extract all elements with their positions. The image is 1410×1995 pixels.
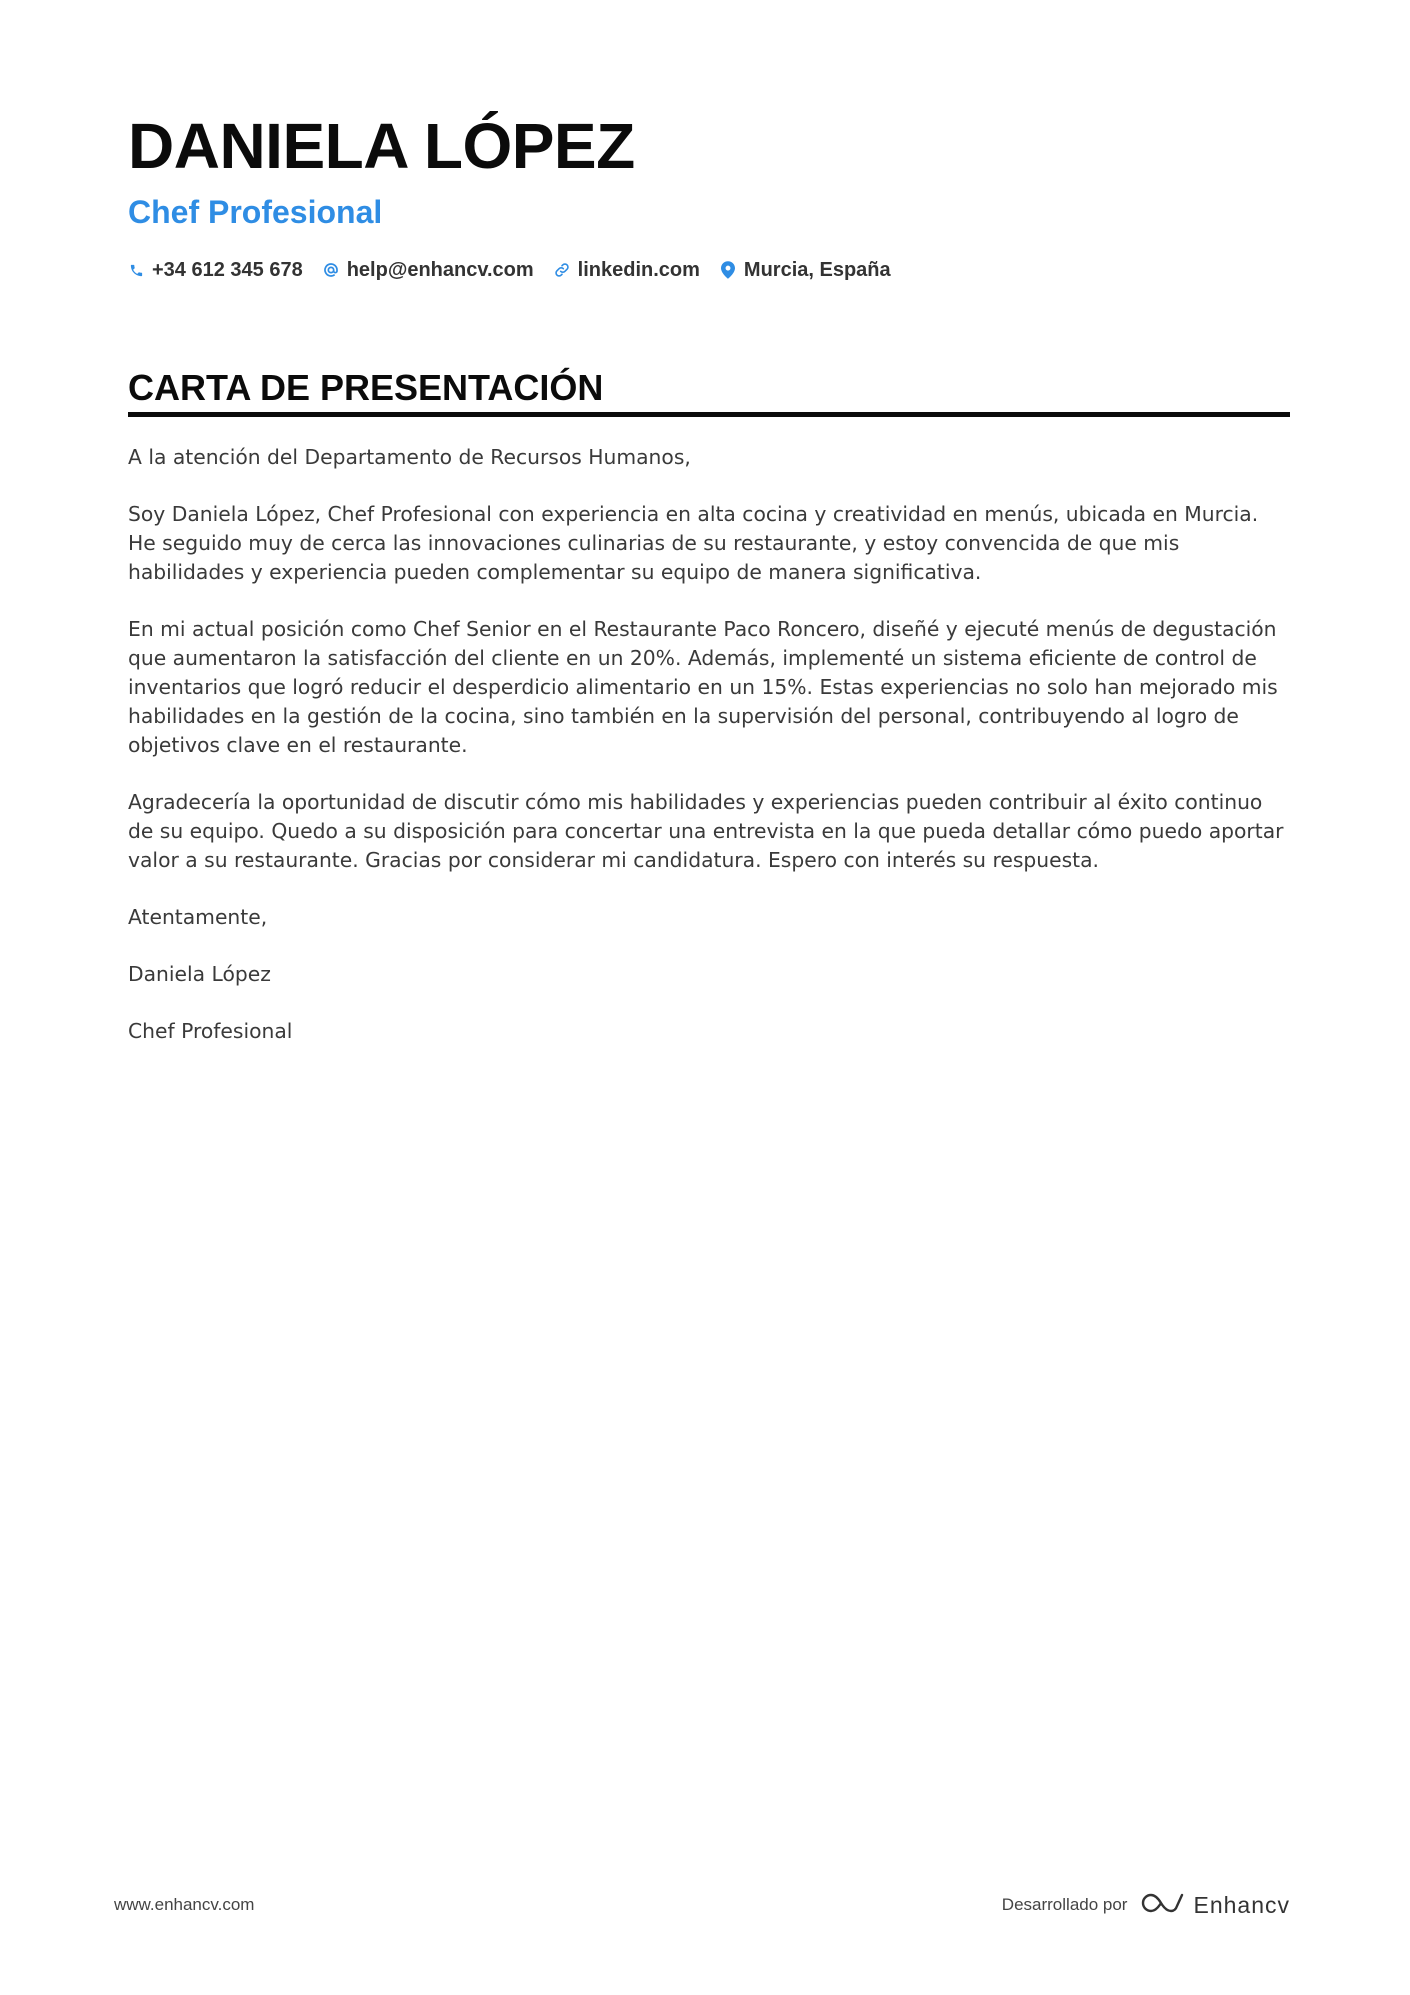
- letter-closing: Atentamente,: [128, 905, 268, 929]
- linkedin-text[interactable]: linkedin.com: [577, 259, 700, 281]
- signature-title: Chef Profesional: [128, 1019, 293, 1043]
- footer-url[interactable]: www.enhancv.com: [114, 1895, 255, 1914]
- email-text[interactable]: help@enhancv.com: [346, 259, 534, 281]
- contact-location: [720, 256, 891, 284]
- contact-phone: [128, 256, 303, 284]
- contact-bar: [128, 256, 1288, 284]
- contact-linkedin[interactable]: [554, 256, 700, 284]
- letter-paragraph: En mi actual posición como Chef Senior en el Restaurante Paco Roncero, diseñé y ejecuté menús de degustación que aumentaron la satisfacción del cliente en un 20%. Además, implementé un sistema eficiente de control de inventarios que logró reducir el desperdicio alimentario en un 15%. Estas experiencias no solo han mejorado mis habilidades en la gestión de la cocina, sino también en la supervisión del personal, contribuyendo al logro de objetivos clave en el restaurante.: [128, 617, 1278, 757]
- powered-by-label: Desarrollado por: [1001, 1895, 1128, 1914]
- contact-email[interactable]: [323, 256, 534, 284]
- letter-paragraph: Agradecería la oportunidad de discutir cómo mis habilidades y experiencias pueden contribuir al éxito continuo de su equipo. Quedo a su disposición para concertar una entrevista en la que pueda detallar cómo puedo aportar valor a su restaurante. Gracias por considerar mi candidatura. Espero con interés su respuesta.: [128, 790, 1284, 872]
- letter-body: [128, 443, 1290, 1046]
- location-pin-icon: [720, 261, 736, 279]
- signature-name: Daniela López: [128, 962, 271, 986]
- applicant-title: Chef Profesional: [128, 194, 383, 230]
- at-icon: [323, 261, 339, 279]
- link-icon: [554, 261, 570, 279]
- enhancv-logo[interactable]: [1139, 1891, 1290, 1920]
- powered-by: [1002, 1891, 1290, 1920]
- location-text: Murcia, España: [743, 259, 891, 281]
- cover-letter-section: [128, 366, 1290, 1074]
- letter-greeting: A la atención del Departamento de Recursos Humanos,: [128, 445, 691, 469]
- header: [128, 108, 1288, 284]
- section-title: CARTA DE PRESENTACIÓN: [128, 366, 1290, 417]
- applicant-name: DANIELA LÓPEZ: [128, 110, 635, 182]
- letter-paragraph: Soy Daniela López, Chef Profesional con experiencia en alta cocina y creatividad en menús, ubicada en Murcia. He seguido muy de cerca las innovaciones culinarias de su restaurante, y estoy convencida de que mis habilidades y experiencia pueden complementar su equipo de manera significativa.: [128, 502, 1259, 584]
- phone-icon: [128, 261, 144, 279]
- phone-text: +34 612 345 678: [152, 259, 303, 281]
- brand-name: Enhancv: [1193, 1891, 1290, 1918]
- footer: [114, 1890, 1290, 1920]
- enhancv-logo-icon: [1139, 1891, 1185, 1920]
